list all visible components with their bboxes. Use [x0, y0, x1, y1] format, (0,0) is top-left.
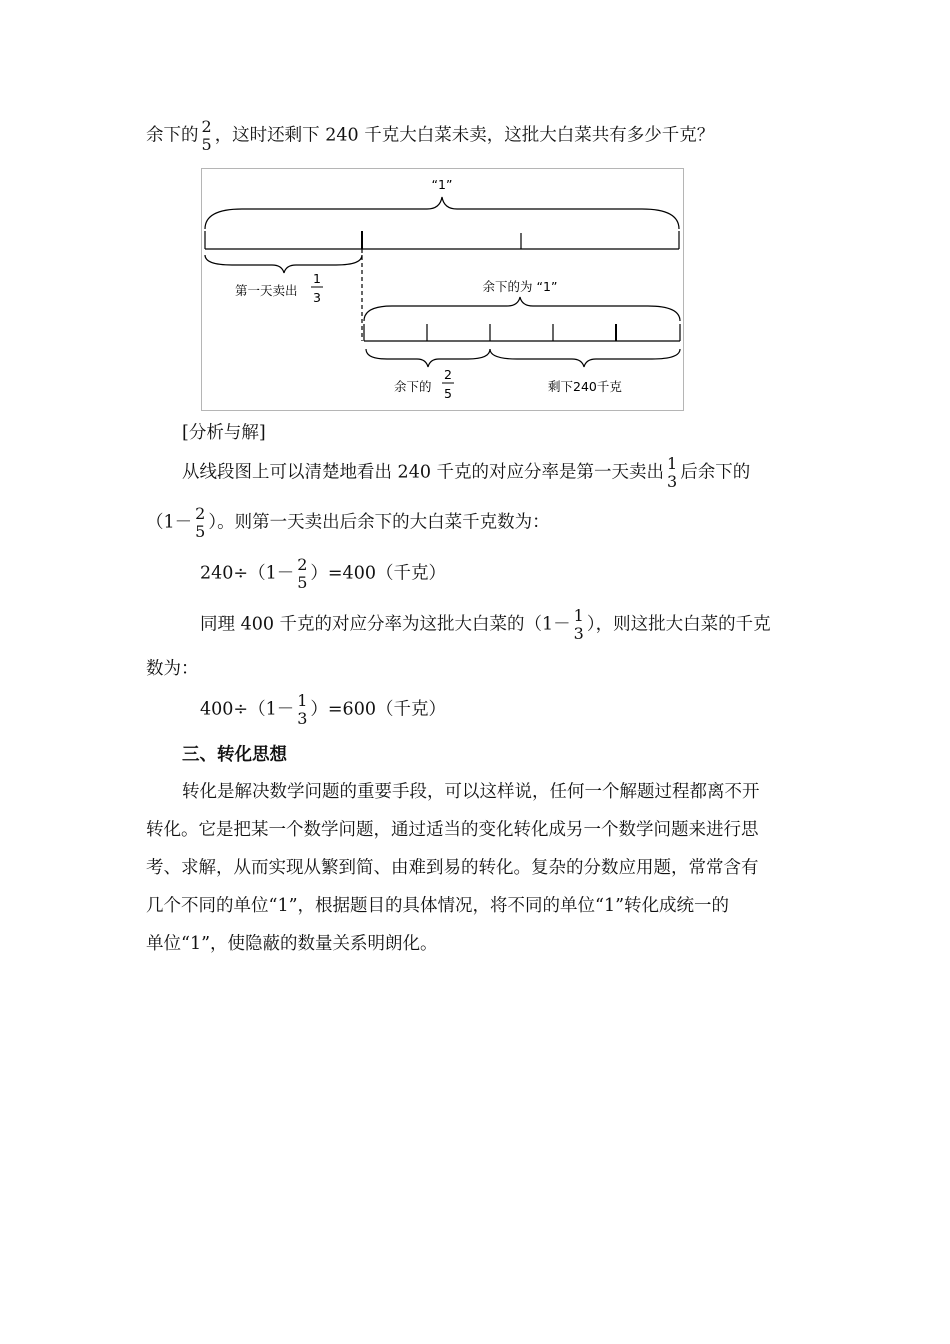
remaining-240-label: 剩下240千克 — [548, 379, 622, 394]
fraction-denominator: 5 — [195, 522, 206, 541]
first-day-label: 第一天卖出 — [235, 283, 298, 298]
fraction-numerator: 1 — [297, 691, 308, 710]
two-fifths-denominator: 5 — [444, 386, 452, 401]
problem-suffix: ，这时还剩下 240 千克大白菜未卖，这批大白菜共有多少千克？ — [214, 125, 715, 146]
two-fifths-brace — [366, 349, 490, 367]
equation-2 — [200, 692, 446, 728]
fraction-numerator: 2 — [297, 555, 308, 574]
para1-line2-text-b: ）。则第一天卖出后余下的大白菜千克数为： — [208, 512, 550, 533]
eq2-text-a: 400÷（1－ — [200, 699, 295, 720]
diagram-svg — [202, 169, 685, 412]
fraction-denominator: 3 — [573, 624, 584, 643]
para1-text-a: 从线段图上可以清楚地看出 240 千克的对应分率是第一天卖出 — [182, 462, 665, 483]
fraction-denominator: 5 — [201, 135, 212, 154]
section-heading: 三、转化思想 — [182, 745, 287, 765]
fraction-denominator: 3 — [667, 472, 678, 491]
line-segment-diagram — [201, 168, 684, 411]
fraction-two-fifths — [195, 505, 205, 541]
fraction-denominator: 3 — [297, 709, 308, 728]
para1-text-b: 后余下的 — [680, 462, 751, 483]
fraction-two-fifths — [202, 118, 212, 154]
para3-line: 转化。它是把某一个数学问题，通过适当的变化转化成另一个数学问题来进行思 — [146, 820, 759, 840]
analysis-para2-line2: 数为： — [146, 659, 199, 679]
whole-label: “1” — [431, 177, 453, 192]
problem-line — [146, 118, 714, 154]
para3-line: 几个不同的单位“1”，根据题目的具体情况，将不同的单位“1”转化成统一的 — [146, 896, 730, 916]
whole-brace — [205, 197, 679, 229]
para1-line2-text-a: （1－ — [146, 512, 193, 533]
para3-line: 转化是解决数学问题的重要手段，可以这样说，任何一个解题过程都离不开 — [182, 782, 760, 802]
para3-line: 单位“1”，使隐蔽的数量关系明朗化。 — [146, 934, 438, 954]
analysis-para1-line1 — [182, 455, 804, 491]
eq1-text-a: 240÷（1－ — [200, 563, 295, 584]
fraction-two-fifths — [297, 556, 307, 592]
problem-prefix: 余下的 — [146, 125, 199, 146]
two-fifths-label: 余下的 — [394, 379, 432, 394]
analysis-para2-line1 — [200, 607, 771, 643]
first-day-denominator: 3 — [313, 290, 321, 305]
remaining-240-brace — [490, 349, 680, 367]
analysis-para1-line2 — [146, 505, 550, 541]
fraction-denominator: 5 — [297, 573, 308, 592]
eq1-text-b: ）=400（千克） — [310, 563, 446, 584]
first-day-numerator: 1 — [313, 271, 321, 286]
para2-text-b: ），则这批大白菜的千克 — [586, 614, 771, 635]
fraction-one-third — [574, 607, 584, 643]
first-day-brace — [205, 255, 362, 273]
remaining-whole-label: 余下的为 “1” — [482, 279, 558, 294]
fraction-numerator: 2 — [195, 504, 206, 523]
remaining-brace — [364, 297, 680, 321]
fraction-one-third — [297, 692, 307, 728]
eq2-text-b: ）=600（千克） — [310, 699, 446, 720]
para2-text-a: 同理 400 千克的对应分率为这批大白菜的（1－ — [200, 614, 571, 635]
fraction-numerator: 1 — [667, 454, 678, 473]
two-fifths-numerator: 2 — [444, 367, 452, 382]
fraction-numerator: 2 — [201, 117, 212, 136]
para3-line: 考、求解，从而实现从繁到简、由难到易的转化。复杂的分数应用题，常常含有 — [146, 858, 759, 878]
equation-1 — [200, 556, 446, 592]
analysis-heading: [分析与解] — [182, 423, 266, 443]
fraction-one-third — [667, 455, 677, 491]
fraction-numerator: 1 — [573, 606, 584, 625]
